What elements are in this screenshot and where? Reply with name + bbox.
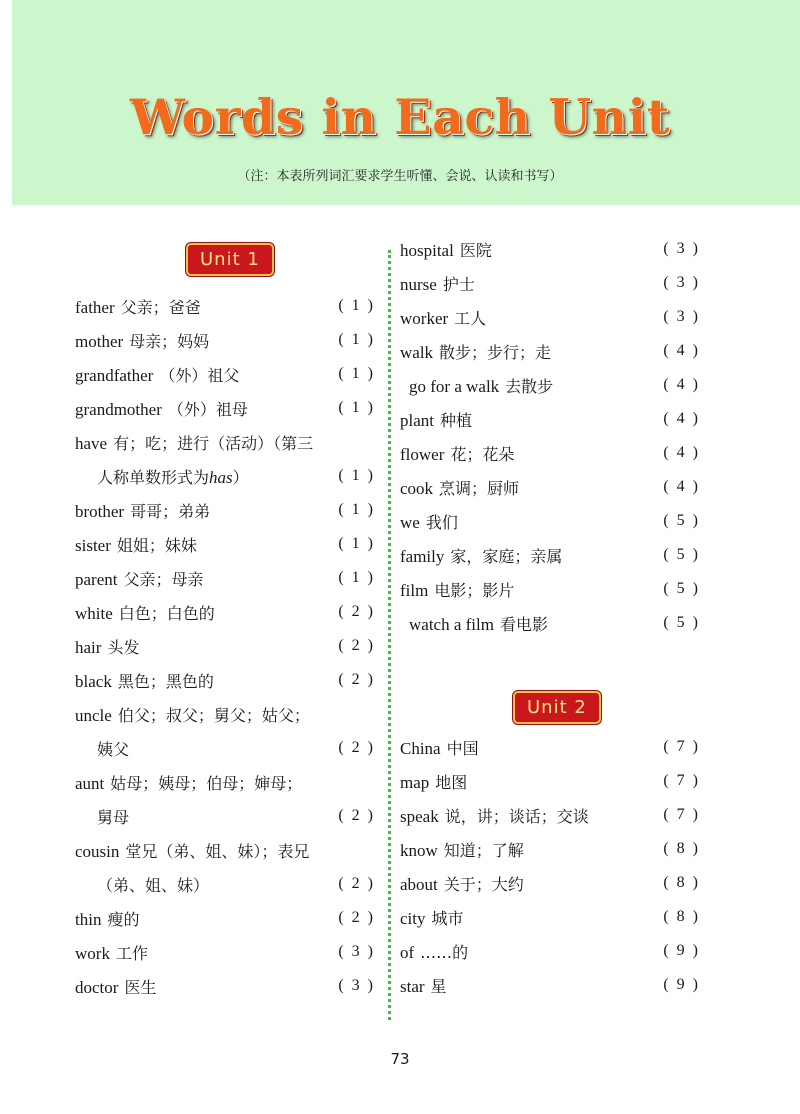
word-entry-continuation: [75, 731, 375, 765]
word-entry: [75, 357, 375, 391]
word-chinese: 医院: [459, 240, 492, 260]
word-entry: [400, 300, 700, 334]
word-entry: [400, 866, 700, 900]
word-chinese: 关于；大约: [443, 874, 524, 894]
unit-number: ( 8 ): [663, 840, 700, 857]
unit-number: ( 1 ): [338, 467, 375, 484]
unit-number: ( 2 ): [338, 671, 375, 688]
phrase-chinese: 去散步: [505, 376, 554, 396]
word-chinese: 城市: [431, 908, 464, 928]
word-chinese: 星: [430, 976, 447, 996]
phrase-english: go for a walk: [409, 376, 500, 396]
word-chinese: 伯父；叔父；舅父；姑父；: [117, 705, 310, 725]
word-chinese: 黑色；黑色的: [117, 671, 214, 691]
word-english: speak: [400, 806, 439, 826]
word-chinese: 知道；了解: [443, 840, 524, 860]
word-english: of: [400, 942, 415, 962]
word-entry: [75, 765, 375, 799]
word-entry: [75, 391, 375, 425]
word-entry: [400, 504, 700, 538]
unit-number: ( 5 ): [663, 614, 700, 631]
word-entry: [400, 730, 700, 764]
word-chinese: （弟、姐、妹）: [97, 875, 210, 895]
word-entry: [400, 538, 700, 572]
word-chinese: 有；吃；进行（活动）（第三: [113, 433, 314, 453]
word-english: nurse: [400, 274, 437, 294]
word-english: China: [400, 738, 441, 758]
word-chinese: 姨父: [97, 739, 130, 759]
word-chinese: 人称单数形式为: [97, 467, 210, 487]
phrase-chinese: 看电影: [499, 614, 548, 634]
word-english: white: [75, 603, 113, 623]
unit-number: ( 1 ): [338, 535, 375, 552]
word-entry: [75, 289, 375, 323]
word-entry-continuation: [75, 459, 375, 493]
word-english: grandfather: [75, 365, 154, 385]
unit-number: ( 4 ): [663, 410, 700, 427]
word-english: brother: [75, 501, 125, 521]
word-chinese: 工作: [115, 943, 148, 963]
unit-number: ( 3 ): [663, 308, 700, 325]
word-english: map: [400, 772, 430, 792]
unit-number: ( 3 ): [663, 240, 700, 257]
word-chinese: （外）祖父: [159, 365, 240, 385]
word-english: father: [75, 297, 115, 317]
word-english: city: [400, 908, 426, 928]
word-english: black: [75, 671, 112, 691]
word-chinese: 烹调；厨师: [439, 478, 520, 498]
word-chinese: ……的: [420, 942, 469, 962]
word-entry: [75, 595, 375, 629]
unit-number: ( 9 ): [663, 976, 700, 993]
unit-number: ( 4 ): [663, 478, 700, 495]
word-english: thin: [75, 909, 102, 929]
unit-number: ( 2 ): [338, 739, 375, 756]
unit-number: ( 1 ): [338, 399, 375, 416]
word-chinese: 我们: [425, 512, 458, 532]
word-chinese: 瘦的: [107, 909, 140, 929]
word-english: know: [400, 840, 438, 860]
page-title: Words in Each Unit: [130, 88, 670, 146]
word-english: about: [400, 874, 438, 894]
word-english: sister: [75, 535, 111, 555]
word-entry: [400, 436, 700, 470]
unit-number: ( 4 ): [663, 444, 700, 461]
unit-2-badge: Unit 2: [513, 691, 601, 724]
word-english: mother: [75, 331, 124, 351]
word-chinese: 白色；白色的: [118, 603, 215, 623]
word-chinese: 电影；影片: [434, 580, 515, 600]
unit-number: ( 3 ): [338, 943, 375, 960]
unit-number: ( 3 ): [663, 274, 700, 291]
unit-number: ( 4 ): [663, 342, 700, 359]
word-english: have: [75, 433, 108, 453]
unit-number: ( 2 ): [338, 637, 375, 654]
word-chinese: 说，讲；谈话；交谈: [444, 806, 589, 826]
word-entry: [400, 934, 700, 968]
page-note: （注：本表所列词汇要求学生听懂、会说、认读和书写）: [237, 169, 563, 184]
word-english: flower: [400, 444, 445, 464]
word-entry-continuation: [75, 867, 375, 901]
unit-number: ( 1 ): [338, 297, 375, 314]
word-entry: [75, 901, 375, 935]
word-english: aunt: [75, 773, 105, 793]
phrase-english: watch a film: [409, 614, 494, 634]
word-chinese: 护士: [442, 274, 475, 294]
word-chinese: 父亲；爸爸: [120, 297, 201, 317]
word-entry: [400, 470, 700, 504]
word-entry: [400, 334, 700, 368]
word-entry: [400, 900, 700, 934]
unit-number: ( 7 ): [663, 738, 700, 755]
word-entry-continuation: [75, 799, 375, 833]
word-entry: [75, 561, 375, 595]
unit-number: ( 1 ): [338, 569, 375, 586]
word-entry: [75, 663, 375, 697]
word-chinese: 舅母: [97, 807, 130, 827]
word-english: cousin: [75, 841, 120, 861]
word-chinese: 父亲；母亲: [123, 569, 204, 589]
word-english: work: [75, 943, 110, 963]
unit-number: ( 9 ): [663, 942, 700, 959]
word-chinese: 工人: [454, 308, 487, 328]
word-entry: [75, 629, 375, 663]
word-chinese: （外）祖母: [167, 399, 248, 419]
unit-number: ( 2 ): [338, 603, 375, 620]
word-chinese: ）: [232, 467, 249, 487]
word-chinese: 种植: [440, 410, 473, 430]
word-entry: [75, 425, 375, 459]
word-chinese: 哥哥；弟弟: [130, 501, 211, 521]
unit-number: ( 5 ): [663, 580, 700, 597]
word-chinese-italic: has: [209, 467, 233, 487]
word-english: walk: [400, 342, 434, 362]
word-chinese: 头发: [107, 637, 140, 657]
word-chinese: 花；花朵: [450, 444, 515, 464]
word-entry: [400, 266, 700, 300]
word-entry: [75, 697, 375, 731]
unit-number: ( 3 ): [338, 977, 375, 994]
column-divider: [388, 250, 391, 1020]
unit-number: ( 2 ): [338, 807, 375, 824]
word-english: hospital: [400, 240, 454, 260]
unit-number: ( 1 ): [338, 365, 375, 382]
phrase-entry: [400, 606, 700, 640]
unit-number: ( 5 ): [663, 512, 700, 529]
word-english: grandmother: [75, 399, 162, 419]
word-chinese: 地图: [435, 772, 468, 792]
unit-number: ( 5 ): [663, 546, 700, 563]
unit-number: ( 2 ): [338, 909, 375, 926]
phrase-entry: [400, 368, 700, 402]
word-chinese: 姑母；姨母；伯母；婶母；: [110, 773, 303, 793]
word-chinese: 堂兄（弟、姐、妹）；表兄: [125, 841, 310, 861]
word-entry: [400, 232, 700, 266]
unit-number: ( 1 ): [338, 501, 375, 518]
unit-number: ( 4 ): [663, 376, 700, 393]
word-english: uncle: [75, 705, 112, 725]
word-english: cook: [400, 478, 434, 498]
word-english: star: [400, 976, 425, 996]
unit-number: ( 7 ): [663, 772, 700, 789]
word-english: film: [400, 580, 429, 600]
word-entry: [400, 402, 700, 436]
right-column: [400, 232, 700, 1002]
word-chinese: 散步；步行；走: [439, 342, 552, 362]
word-entry: [75, 969, 375, 1003]
word-english: plant: [400, 410, 434, 430]
word-english: parent: [75, 569, 118, 589]
unit-number: ( 7 ): [663, 806, 700, 823]
word-chinese: 家，家庭；亲属: [450, 546, 563, 566]
word-english: hair: [75, 637, 102, 657]
word-english: we: [400, 512, 420, 532]
unit-number: ( 8 ): [663, 908, 700, 925]
word-entry: [75, 323, 375, 357]
left-column: [75, 243, 375, 1003]
word-entry: [75, 935, 375, 969]
word-entry: [75, 493, 375, 527]
word-entry: [400, 968, 700, 1002]
unit-number: ( 1 ): [338, 331, 375, 348]
word-entry: [400, 764, 700, 798]
unit-number: ( 8 ): [663, 874, 700, 891]
unit-1-badge: Unit 1: [186, 243, 274, 276]
word-entry: [400, 572, 700, 606]
word-chinese: 姐姐；妹妹: [116, 535, 197, 555]
word-chinese: 医生: [124, 977, 157, 997]
word-entry: [400, 798, 700, 832]
word-chinese: 中国: [446, 738, 479, 758]
word-entry: [75, 833, 375, 867]
word-english: doctor: [75, 977, 119, 997]
word-chinese: 母亲；妈妈: [129, 331, 210, 351]
page-number: 73: [390, 1050, 410, 1068]
unit-number: ( 2 ): [338, 875, 375, 892]
word-entry: [75, 527, 375, 561]
word-entry: [400, 832, 700, 866]
word-english: worker: [400, 308, 449, 328]
word-english: family: [400, 546, 445, 566]
